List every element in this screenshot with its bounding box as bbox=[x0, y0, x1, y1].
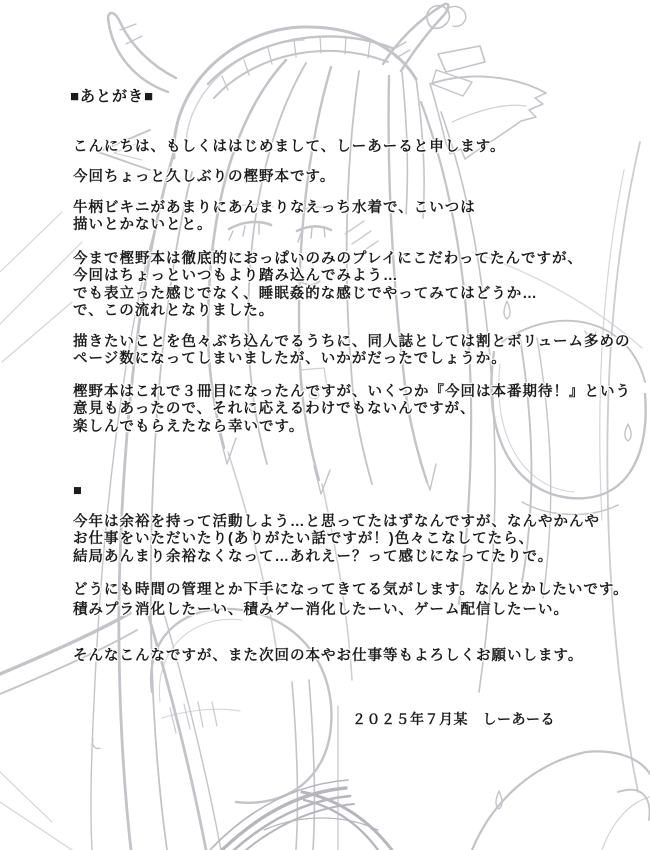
text-line: 今回はちょっといつもより踏み込んでみよう… bbox=[73, 268, 399, 285]
text-line: 結局あんまり余裕なくなって…あれえー？って感じになってたりで。 bbox=[73, 548, 554, 565]
text-line: 積みプラ消化したーい、積みゲー消化したーい、ゲーム配信したーい。 bbox=[73, 602, 569, 618]
paragraph-time-management bbox=[73, 580, 629, 620]
text-line: こんにちは、もしくははじめまして、しーあーると申します。 bbox=[73, 139, 506, 155]
paragraph-closing bbox=[73, 648, 583, 665]
signature-line: ２０２５年７月某 しーあーる bbox=[352, 711, 555, 727]
text-line: ページ数になってしまいましたが、いかがだったでしょうか。 bbox=[73, 351, 507, 368]
paragraph-cow-bikini bbox=[73, 200, 476, 235]
right-horn bbox=[383, 4, 448, 71]
ribbon-bow bbox=[438, 46, 485, 72]
text-line: どうにも時間の管理とか下手になってきてる気がします。なんとかしたいです。 bbox=[73, 582, 629, 598]
text-line: で、この流れとなりました。 bbox=[73, 303, 275, 320]
section-marker: ■ bbox=[73, 483, 83, 499]
text-line: 樫野本はこれで３冊目になったんですが、いくつか『今回は本番期待！』という bbox=[73, 384, 631, 400]
paragraph-volume bbox=[73, 334, 631, 369]
text-line: お仕事をいただいたり(ありがたい話ですが！)色々こなしてたら、 bbox=[73, 531, 535, 548]
paragraph-busy-year bbox=[73, 514, 600, 566]
text-line: そんなこんなですが、また次回の本やお仕事等もよろしくお願いします。 bbox=[73, 648, 584, 664]
text-line: でも表立った感じでなく、睡眠姦的な感じでやってみてはどうか… bbox=[73, 285, 538, 302]
text-line: 牛柄ビキニがあまりにあんまりなえっち水着で、こいつは bbox=[73, 200, 476, 216]
text-line: 描いとかないとと。 bbox=[73, 217, 213, 234]
left-horn bbox=[108, 13, 176, 92]
paragraph-greeting bbox=[73, 139, 506, 156]
text-line: 今年は余裕を持って活動しよう…と思ってたはずなんですが、なんやかんや bbox=[73, 514, 600, 530]
headband bbox=[208, 36, 392, 84]
text-line: 意見もあったので、それに応えるわけでもないんですが、 bbox=[73, 401, 476, 418]
paragraph-theme bbox=[73, 251, 583, 321]
text-line: 今回ちょっと久しぶりの樫野本です。 bbox=[73, 169, 336, 185]
paragraph-long-time bbox=[73, 169, 335, 186]
afterword-heading: ■あとがき■ bbox=[70, 88, 155, 105]
text-line: 描きたいことを色々ぶち込んでるうちに、同人誌としては割とボリューム多めの bbox=[73, 334, 631, 350]
navel bbox=[92, 739, 100, 748]
text-line: 楽しんでもらえたなら幸いです。 bbox=[73, 418, 305, 435]
paragraph-third-book bbox=[73, 384, 631, 436]
text-line: 今まで樫野本は徹底的におっぱいのみのプレイにこだわってたんですが、 bbox=[73, 251, 584, 267]
